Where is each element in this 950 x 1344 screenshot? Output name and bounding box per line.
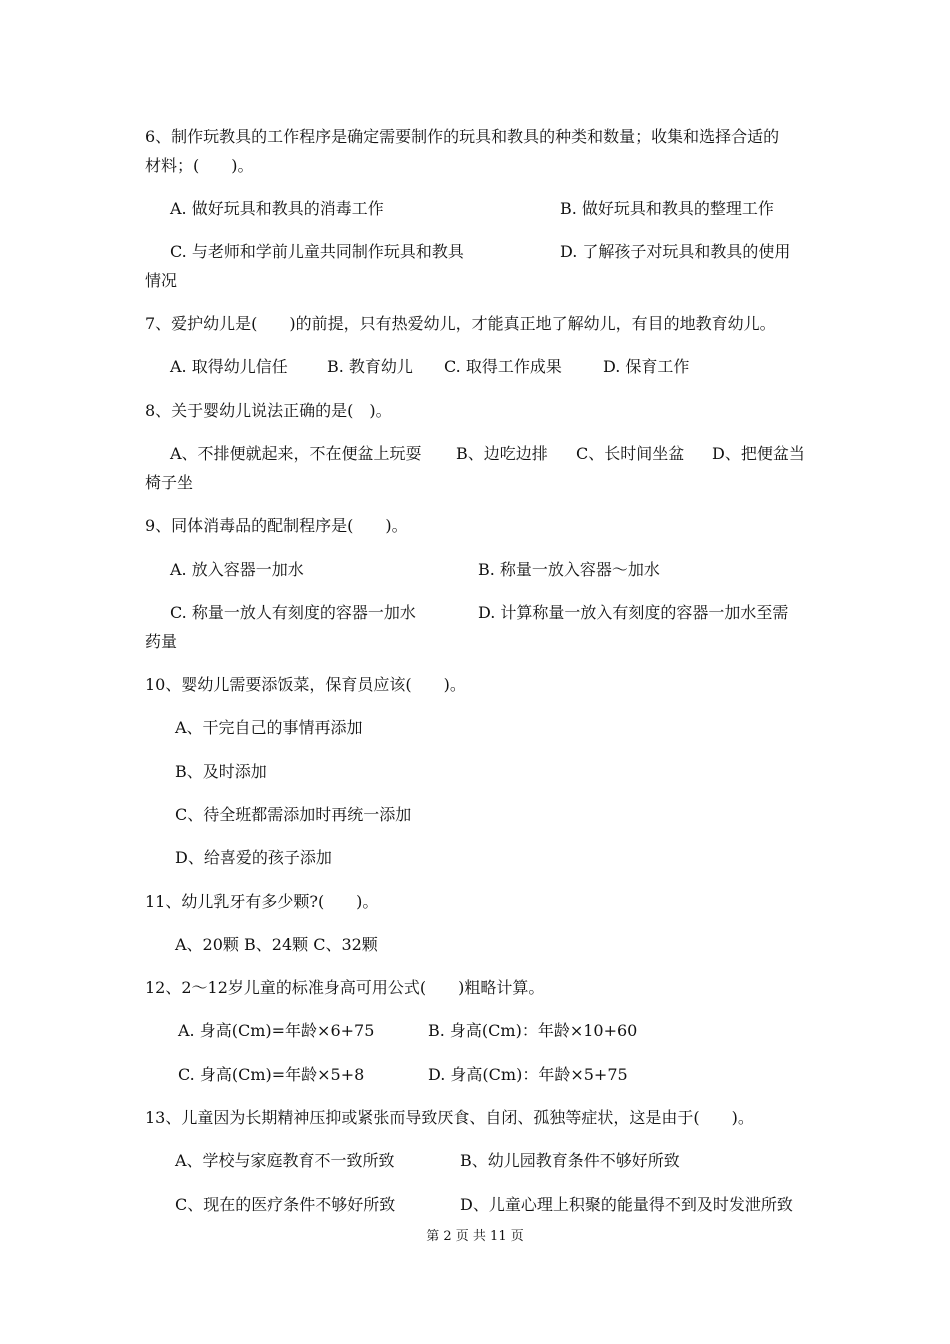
question-9-option-d-cont: 药量 [145, 632, 178, 651]
question-13-option-a: A、学校与家庭教育不一致所致 [175, 1151, 395, 1170]
question-9-option-c: C. 称量一放人有刻度的容器一加水 [170, 603, 416, 622]
question-6-option-b: B. 做好玩具和教具的整理工作 [560, 199, 774, 218]
question-9-option-d: D. 计算称量一放入有刻度的容器一加水至需 [478, 603, 789, 622]
question-12-option-d: D. 身高(Cm)：年龄×5+75 [428, 1065, 628, 1084]
question-6-option-d-cont: 情况 [145, 271, 178, 290]
question-10-option-c: C、待全班都需添加时再统一添加 [175, 805, 412, 824]
question-13-option-b: B、幼儿园教育条件不够好所致 [460, 1151, 680, 1170]
question-12-option-c: C. 身高(Cm)=年龄×5+8 [178, 1065, 365, 1084]
question-12-option-b: B. 身高(Cm)：年龄×10+60 [428, 1021, 638, 1040]
question-11-stem: 11、幼儿乳牙有多少颗?( )。 [145, 892, 379, 911]
question-7-option-c: C. 取得工作成果 [444, 357, 562, 376]
question-8-option-a: A、不排便就起来，不在便盆上玩耍 [170, 444, 422, 463]
question-11-options: A、20颗 B、24颗 C、32颗 [175, 935, 378, 954]
question-7-stem: 7、爱护幼儿是( )的前提，只有热爱幼儿，才能真正地了解幼儿，有目的地教育幼儿。 [145, 314, 776, 333]
question-9-option-a: A. 放入容器一加水 [170, 560, 304, 579]
question-10-option-b: B、及时添加 [175, 762, 267, 781]
question-8-option-b: B、边吃边排 [456, 444, 548, 463]
question-10-option-d: D、给喜爱的孩子添加 [175, 848, 332, 867]
page-number-footer: 第 2 页 共 11 页 [426, 1229, 524, 1244]
question-12-stem: 12、2～12岁儿童的标准身高可用公式( )粗略计算。 [145, 978, 545, 997]
question-10-stem: 10、婴幼儿需要添饭菜，保育员应该( )。 [145, 675, 466, 694]
question-13-option-c: C、现在的医疗条件不够好所致 [175, 1195, 396, 1214]
question-13-stem: 13、儿童因为长期精神压抑或紧张而导致厌食、自闭、孤独等症状，这是由于( )。 [145, 1108, 754, 1127]
question-6-stem: 6、制作玩教具的工作程序是确定需要制作的玩具和教具的种类和数量；收集和选择合适的 [145, 127, 780, 146]
question-7-option-d: D. 保育工作 [603, 357, 690, 376]
question-8-option-d-cont: 椅子坐 [145, 473, 194, 492]
question-6-stem-cont: 材料；( )。 [145, 156, 254, 175]
question-8-option-d: D、把便盆当 [712, 444, 805, 463]
question-7-option-b: B. 教育幼儿 [327, 357, 413, 376]
question-6-option-c: C. 与老师和学前儿童共同制作玩具和教具 [170, 242, 464, 261]
question-8-stem: 8、关于婴幼儿说法正确的是( )。 [145, 401, 392, 420]
question-13-option-d: D、儿童心理上积聚的能量得不到及时发泄所致 [460, 1195, 793, 1214]
question-6-option-a: A. 做好玩具和教具的消毒工作 [170, 199, 384, 218]
question-10-option-a: A、干完自己的事情再添加 [175, 718, 363, 737]
question-9-stem: 9、同体消毒品的配制程序是( )。 [145, 516, 408, 535]
question-8-option-c: C、长时间坐盆 [576, 444, 685, 463]
question-12-option-a: A. 身高(Cm)=年龄×6+75 [178, 1021, 375, 1040]
question-6-option-d: D. 了解孩子对玩具和教具的使用 [560, 242, 791, 261]
question-7-option-a: A. 取得幼儿信任 [170, 357, 288, 376]
question-9-option-b: B. 称量一放入容器～加水 [478, 560, 660, 579]
